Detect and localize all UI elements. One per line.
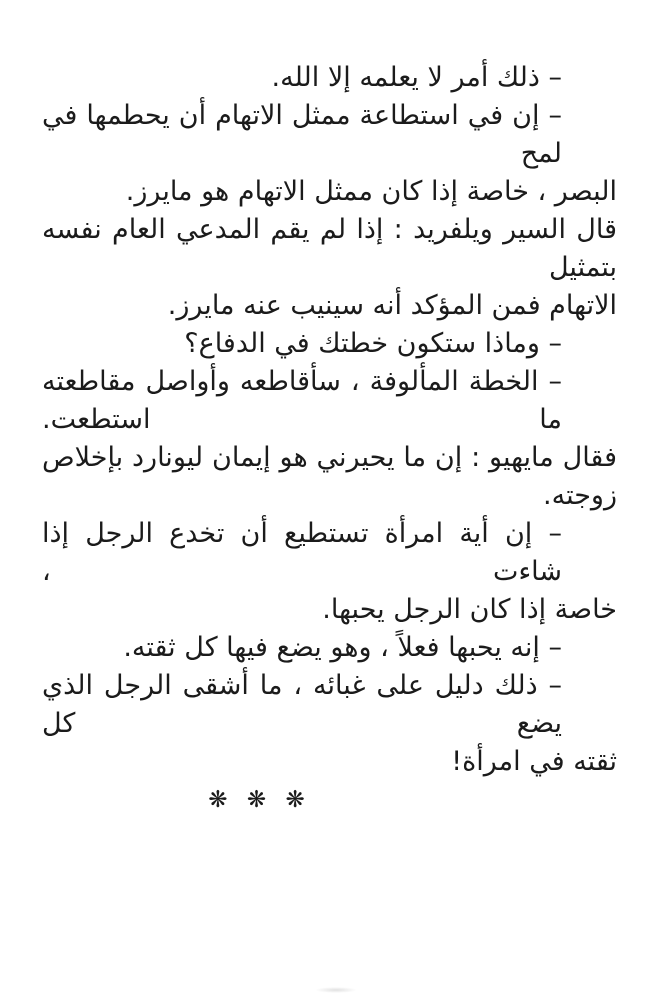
dialogue-paragraph-6 bbox=[42, 629, 617, 667]
asterisk-separator bbox=[0, 781, 544, 819]
dialogue-paragraph-1 bbox=[42, 59, 617, 97]
text-line: البصر ، خاصة إذا كان ممثل الاتهام هو مايرز. bbox=[125, 176, 617, 207]
text-line: – إن في استطاعة ممثل الاتهام أن يحطمها في لمح bbox=[42, 100, 562, 169]
dialogue-paragraph-5 bbox=[42, 515, 617, 629]
text-line: الاتهام فمن المؤكد أنه سينيب عنه مايرز. bbox=[167, 290, 617, 321]
text-line: فقال مايهيو : إن ما يحيرني هو إيمان ليونارد بإخلاص bbox=[42, 442, 617, 473]
dialogue-paragraph-3 bbox=[42, 325, 617, 363]
text-line: – ذلك دليل على غبائه ، ما أشقى الرجل الذي يضع كل bbox=[42, 670, 562, 739]
text-line: ثقته في امرأة! bbox=[451, 746, 617, 777]
text-line: – إنه يحبها فعلاً ، وهو يضع فيها كل ثقته. bbox=[123, 632, 562, 663]
text-line: – إن أية امرأة تستطيع أن تخدع الرجل إذا شاءت ، bbox=[42, 518, 562, 587]
dialogue-paragraph-4 bbox=[42, 363, 617, 439]
text-line: – ذلك أمر لا يعلمه إلا الله. bbox=[271, 62, 562, 93]
narration-paragraph-1 bbox=[42, 211, 617, 325]
scan-smudge bbox=[315, 987, 357, 993]
text-line: قال السير ويلفريد : إذا لم يقم المدعي العام نفسه بتمثيل bbox=[42, 214, 617, 283]
text-line: زوجته. bbox=[543, 480, 617, 511]
text-line: خاصة إذا كان الرجل يحبها. bbox=[322, 594, 617, 625]
text-line: – الخطة المألوفة ، سأقاطعه وأواصل مقاطعته ما استطعت. bbox=[42, 366, 562, 435]
dialogue-paragraph-2 bbox=[42, 97, 617, 211]
narration-paragraph-2 bbox=[42, 439, 617, 515]
asterisk-icon: ❋ ❋ ❋ bbox=[208, 787, 305, 813]
text-line: – وماذا ستكون خطتك في الدفاع؟ bbox=[184, 328, 562, 359]
dialogue-paragraph-7 bbox=[42, 667, 617, 781]
